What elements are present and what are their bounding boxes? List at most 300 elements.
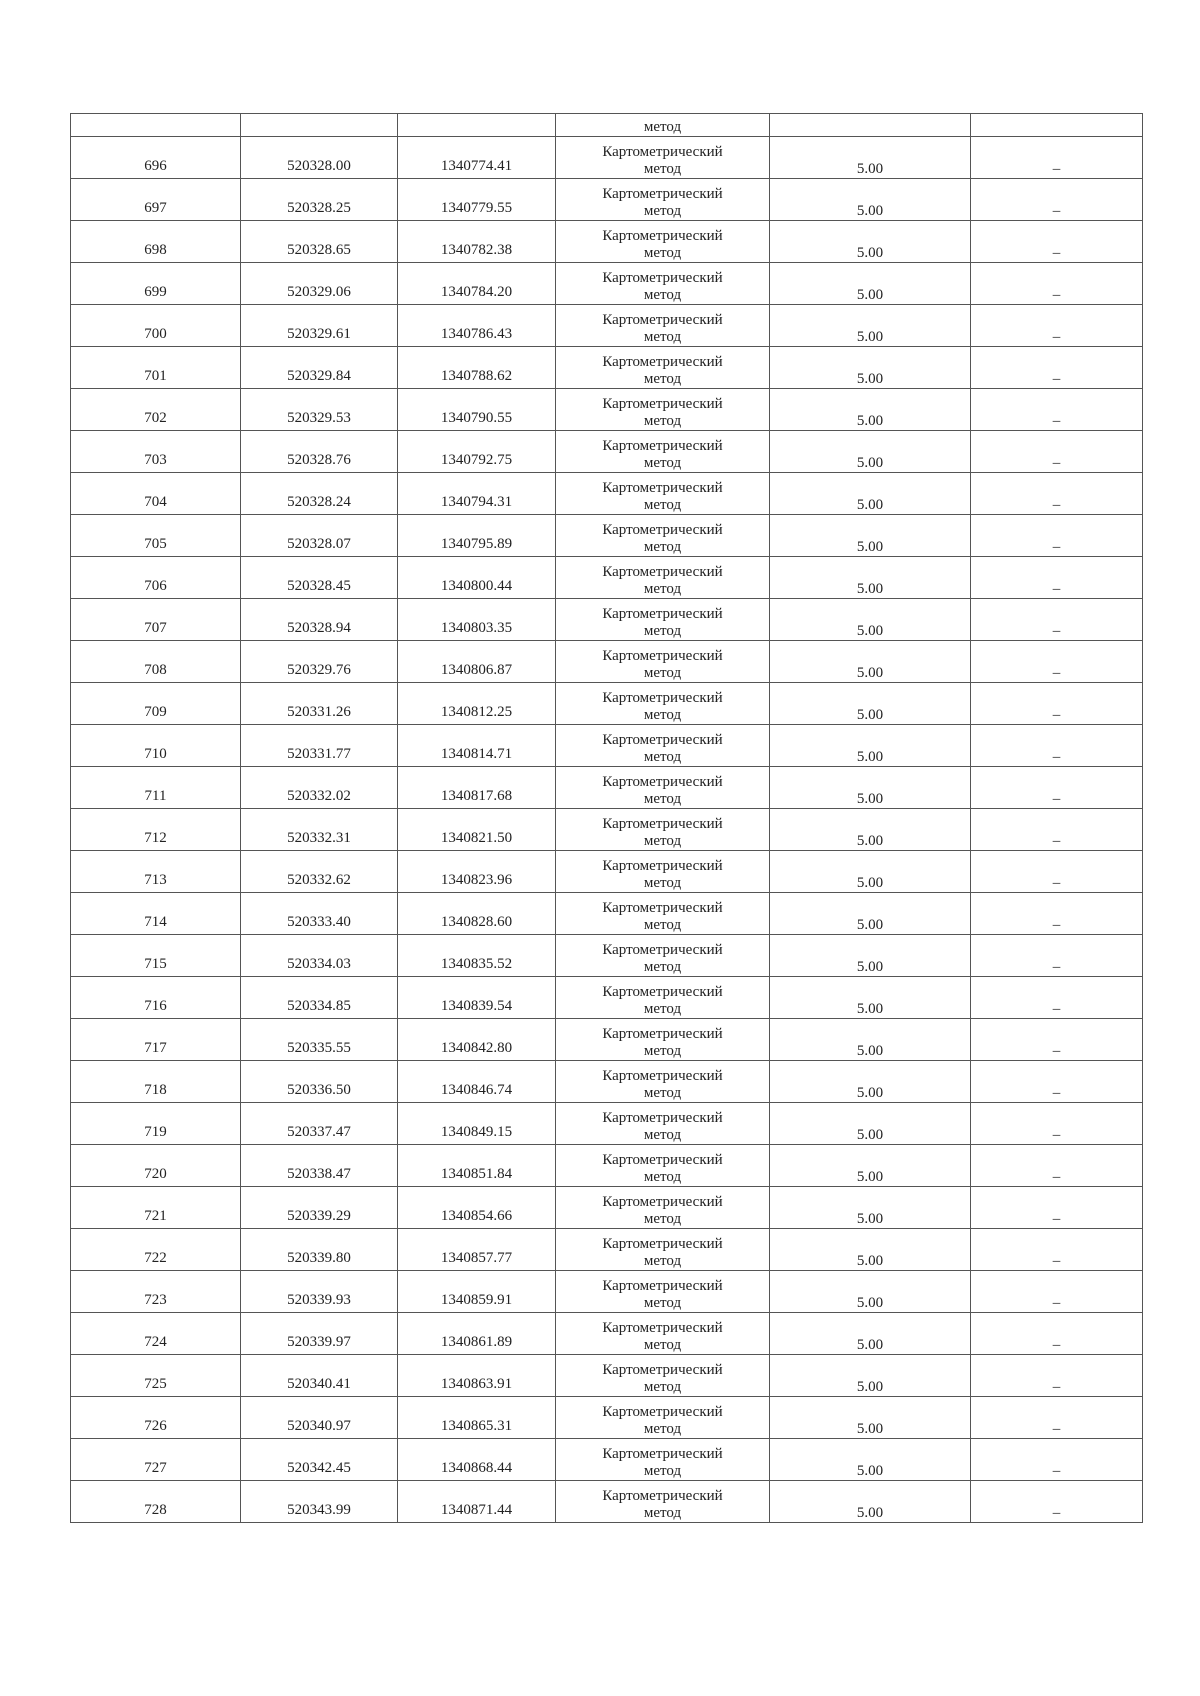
cell-note bbox=[971, 1061, 1143, 1103]
error-value: 5.00 bbox=[856, 1211, 884, 1227]
point-number: 720 bbox=[144, 1166, 167, 1182]
cell-note bbox=[971, 1145, 1143, 1187]
cell-y bbox=[398, 1271, 556, 1313]
y-coordinate: 1340828.60 bbox=[440, 914, 513, 930]
cell-method bbox=[556, 725, 770, 767]
cell-error bbox=[770, 1103, 971, 1145]
cell-point-number bbox=[71, 1187, 241, 1229]
cell-y bbox=[398, 851, 556, 893]
note-value: – bbox=[1052, 1043, 1061, 1059]
cell-note bbox=[971, 599, 1143, 641]
cell-error bbox=[770, 1229, 971, 1271]
cell-note bbox=[971, 389, 1143, 431]
point-number: 700 bbox=[144, 326, 167, 342]
cell-x bbox=[241, 809, 398, 851]
x-coordinate: 520332.31 bbox=[287, 830, 351, 846]
cell-note bbox=[971, 431, 1143, 473]
y-coordinate: 1340861.89 bbox=[440, 1334, 513, 1350]
cell-note bbox=[971, 641, 1143, 683]
x-coordinate: 520335.55 bbox=[287, 1040, 351, 1056]
cell-method bbox=[556, 1355, 770, 1397]
note-value: – bbox=[1052, 1295, 1061, 1311]
error-value: 5.00 bbox=[856, 1169, 884, 1185]
table-row bbox=[71, 263, 1143, 305]
method-line2: метод bbox=[643, 1085, 682, 1101]
method-line2: метод bbox=[643, 959, 682, 975]
method-line2: метод bbox=[643, 1127, 682, 1143]
x-coordinate: 520334.03 bbox=[287, 956, 351, 972]
cell-point-number bbox=[71, 599, 241, 641]
y-coordinate: 1340835.52 bbox=[440, 956, 513, 972]
table-row bbox=[71, 893, 1143, 935]
cell-error bbox=[770, 893, 971, 935]
cell-x bbox=[241, 431, 398, 473]
cell-method bbox=[556, 1271, 770, 1313]
note-value: – bbox=[1052, 203, 1061, 219]
y-coordinate: 1340854.66 bbox=[440, 1208, 513, 1224]
cell-note bbox=[971, 114, 1143, 137]
cell-method bbox=[556, 1019, 770, 1061]
cell-y bbox=[398, 431, 556, 473]
cell-y bbox=[398, 389, 556, 431]
cell-error bbox=[770, 114, 971, 137]
y-coordinate: 1340823.96 bbox=[440, 872, 513, 888]
method-line1: Картометрический bbox=[602, 522, 723, 538]
table-row bbox=[71, 725, 1143, 767]
method-line2: метод bbox=[643, 329, 682, 345]
method-line1: Картометрический bbox=[602, 732, 723, 748]
table-row bbox=[71, 1103, 1143, 1145]
cell-error bbox=[770, 935, 971, 977]
cell-y bbox=[398, 1481, 556, 1523]
method-line1: Картометрический bbox=[602, 144, 723, 160]
cell-method bbox=[556, 1061, 770, 1103]
cell-point-number bbox=[71, 893, 241, 935]
method-line1: Картометрический bbox=[602, 1068, 723, 1084]
method-line1: Картометрический bbox=[602, 312, 723, 328]
method-line2: метод bbox=[643, 455, 682, 471]
method-line2: метод bbox=[643, 1253, 682, 1269]
note-value: – bbox=[1052, 959, 1061, 975]
y-coordinate: 1340865.31 bbox=[440, 1418, 513, 1434]
note-value: – bbox=[1052, 245, 1061, 261]
table-row bbox=[71, 1439, 1143, 1481]
cell-method bbox=[556, 557, 770, 599]
cell-point-number bbox=[71, 137, 241, 179]
cell-error bbox=[770, 431, 971, 473]
cell-y bbox=[398, 977, 556, 1019]
note-value: – bbox=[1052, 497, 1061, 513]
cell-error bbox=[770, 1019, 971, 1061]
method-line2: метод bbox=[643, 287, 682, 303]
cell-point-number bbox=[71, 1481, 241, 1523]
cell-x bbox=[241, 641, 398, 683]
error-value: 5.00 bbox=[856, 1295, 884, 1311]
method-line1: Картометрический bbox=[602, 1236, 723, 1252]
error-value: 5.00 bbox=[856, 497, 884, 513]
error-value: 5.00 bbox=[856, 413, 884, 429]
cell-point-number bbox=[71, 347, 241, 389]
table-row bbox=[71, 851, 1143, 893]
cell-point-number bbox=[71, 515, 241, 557]
cell-y bbox=[398, 137, 556, 179]
point-number: 704 bbox=[144, 494, 167, 510]
method-line2: метод bbox=[643, 497, 682, 513]
cell-note bbox=[971, 767, 1143, 809]
point-number: 728 bbox=[144, 1502, 167, 1518]
cell-error bbox=[770, 1187, 971, 1229]
table-row bbox=[71, 1229, 1143, 1271]
cell-note bbox=[971, 137, 1143, 179]
cell-error bbox=[770, 767, 971, 809]
cell-x bbox=[241, 137, 398, 179]
method-line2: метод bbox=[643, 623, 682, 639]
method-line1: Картометрический bbox=[602, 1446, 723, 1462]
cell-point-number bbox=[71, 305, 241, 347]
cell-error bbox=[770, 1439, 971, 1481]
cell-x bbox=[241, 557, 398, 599]
table-row bbox=[71, 935, 1143, 977]
error-value: 5.00 bbox=[856, 329, 884, 345]
cell-x bbox=[241, 851, 398, 893]
x-coordinate: 520340.41 bbox=[287, 1376, 351, 1392]
table-row bbox=[71, 431, 1143, 473]
method-line2: метод bbox=[643, 539, 682, 555]
method-line1: Картометрический bbox=[602, 228, 723, 244]
method-line2: метод bbox=[643, 1421, 682, 1437]
table-row bbox=[71, 305, 1143, 347]
y-coordinate: 1340871.44 bbox=[440, 1502, 513, 1518]
cell-note bbox=[971, 851, 1143, 893]
y-coordinate: 1340863.91 bbox=[440, 1376, 513, 1392]
table-row bbox=[71, 683, 1143, 725]
table-row bbox=[71, 1481, 1143, 1523]
error-value: 5.00 bbox=[856, 1127, 884, 1143]
table-row bbox=[71, 1145, 1143, 1187]
method-line1: Картометрический bbox=[602, 1404, 723, 1420]
cell-method bbox=[556, 221, 770, 263]
note-value: – bbox=[1052, 791, 1061, 807]
cell-x bbox=[241, 1229, 398, 1271]
note-value: – bbox=[1052, 1169, 1061, 1185]
cell-error bbox=[770, 389, 971, 431]
method-line1: Картометрический bbox=[602, 942, 723, 958]
y-coordinate: 1340786.43 bbox=[440, 326, 513, 342]
method-line1: Картометрический bbox=[602, 606, 723, 622]
cell-y bbox=[398, 557, 556, 599]
method-line1: Картометрический bbox=[602, 984, 723, 1000]
error-value: 5.00 bbox=[856, 1043, 884, 1059]
method-line1: Картометрический bbox=[602, 1320, 723, 1336]
cell-error bbox=[770, 809, 971, 851]
y-coordinate: 1340774.41 bbox=[440, 158, 513, 174]
x-coordinate: 520339.80 bbox=[287, 1250, 351, 1266]
cell-note bbox=[971, 935, 1143, 977]
method-line1: Картометрический bbox=[602, 438, 723, 454]
cell-y bbox=[398, 935, 556, 977]
table-row bbox=[71, 137, 1143, 179]
error-value: 5.00 bbox=[856, 1085, 884, 1101]
method-line2: метод bbox=[643, 119, 682, 135]
cell-method bbox=[556, 641, 770, 683]
cell-y bbox=[398, 263, 556, 305]
cell-note bbox=[971, 683, 1143, 725]
method-line2: метод bbox=[643, 161, 682, 177]
point-number: 717 bbox=[144, 1040, 167, 1056]
note-value: – bbox=[1052, 623, 1061, 639]
point-number: 718 bbox=[144, 1082, 167, 1098]
cell-x bbox=[241, 473, 398, 515]
point-number: 705 bbox=[144, 536, 167, 552]
continuation-row bbox=[71, 114, 1143, 137]
y-coordinate: 1340788.62 bbox=[440, 368, 513, 384]
x-coordinate: 520336.50 bbox=[287, 1082, 351, 1098]
note-value: – bbox=[1052, 287, 1061, 303]
error-value: 5.00 bbox=[856, 1505, 884, 1521]
note-value: – bbox=[1052, 413, 1061, 429]
cell-error bbox=[770, 725, 971, 767]
cell-method bbox=[556, 515, 770, 557]
note-value: – bbox=[1052, 455, 1061, 471]
cell-note bbox=[971, 1481, 1143, 1523]
point-number: 697 bbox=[144, 200, 167, 216]
x-coordinate: 520328.65 bbox=[287, 242, 351, 258]
point-number: 711 bbox=[144, 788, 167, 804]
cell-point-number bbox=[71, 977, 241, 1019]
cell-point-number bbox=[71, 1103, 241, 1145]
x-coordinate: 520329.76 bbox=[287, 662, 351, 678]
error-value: 5.00 bbox=[856, 581, 884, 597]
error-value: 5.00 bbox=[856, 203, 884, 219]
cell-error bbox=[770, 1061, 971, 1103]
table-row bbox=[71, 1355, 1143, 1397]
table-row bbox=[71, 599, 1143, 641]
cell-y bbox=[398, 347, 556, 389]
cell-point-number bbox=[71, 263, 241, 305]
table-row bbox=[71, 1019, 1143, 1061]
x-coordinate: 520339.29 bbox=[287, 1208, 351, 1224]
point-number: 703 bbox=[144, 452, 167, 468]
y-coordinate: 1340792.75 bbox=[440, 452, 513, 468]
point-number: 707 bbox=[144, 620, 167, 636]
table-row bbox=[71, 1187, 1143, 1229]
cell-error bbox=[770, 1313, 971, 1355]
y-coordinate: 1340794.31 bbox=[440, 494, 513, 510]
x-coordinate: 520339.97 bbox=[287, 1334, 351, 1350]
point-number: 701 bbox=[144, 368, 167, 384]
x-coordinate: 520328.07 bbox=[287, 536, 351, 552]
cell-x bbox=[241, 1355, 398, 1397]
x-coordinate: 520328.76 bbox=[287, 452, 351, 468]
cell-x bbox=[241, 977, 398, 1019]
method-line1: Картометрический bbox=[602, 354, 723, 370]
x-coordinate: 520333.40 bbox=[287, 914, 351, 930]
cell-method bbox=[556, 431, 770, 473]
error-value: 5.00 bbox=[856, 1337, 884, 1353]
cell-note bbox=[971, 1187, 1143, 1229]
table-row bbox=[71, 1271, 1143, 1313]
point-number: 715 bbox=[144, 956, 167, 972]
method-line1: Картометрический bbox=[602, 1026, 723, 1042]
note-value: – bbox=[1052, 539, 1061, 555]
point-number: 721 bbox=[144, 1208, 167, 1224]
table-row bbox=[71, 179, 1143, 221]
cell-method bbox=[556, 1229, 770, 1271]
x-coordinate: 520337.47 bbox=[287, 1124, 351, 1140]
cell-point-number bbox=[71, 473, 241, 515]
method-line1: Картометрический bbox=[602, 816, 723, 832]
point-number: 714 bbox=[144, 914, 167, 930]
cell-note bbox=[971, 557, 1143, 599]
cell-x bbox=[241, 389, 398, 431]
cell-y bbox=[398, 683, 556, 725]
method-line2: метод bbox=[643, 707, 682, 723]
cell-y bbox=[398, 893, 556, 935]
method-line1: Картометрический bbox=[602, 1152, 723, 1168]
error-value: 5.00 bbox=[856, 1001, 884, 1017]
cell-method bbox=[556, 137, 770, 179]
cell-point-number bbox=[71, 1397, 241, 1439]
method-line2: метод bbox=[643, 1505, 682, 1521]
cell-y bbox=[398, 1187, 556, 1229]
cell-x bbox=[241, 893, 398, 935]
cell-error bbox=[770, 473, 971, 515]
cell-method bbox=[556, 114, 770, 137]
error-value: 5.00 bbox=[856, 791, 884, 807]
error-value: 5.00 bbox=[856, 245, 884, 261]
y-coordinate: 1340821.50 bbox=[440, 830, 513, 846]
cell-method bbox=[556, 389, 770, 431]
table-row bbox=[71, 767, 1143, 809]
cell-point-number bbox=[71, 557, 241, 599]
table-row bbox=[71, 809, 1143, 851]
cell-point-number bbox=[71, 1355, 241, 1397]
cell-method bbox=[556, 935, 770, 977]
table-row bbox=[71, 473, 1143, 515]
method-line1: Картометрический bbox=[602, 690, 723, 706]
cell-x bbox=[241, 1103, 398, 1145]
note-value: – bbox=[1052, 161, 1061, 177]
cell-y bbox=[398, 221, 556, 263]
cell-note bbox=[971, 1271, 1143, 1313]
note-value: – bbox=[1052, 1421, 1061, 1437]
method-line2: метод bbox=[643, 371, 682, 387]
cell-x bbox=[241, 1439, 398, 1481]
cell-x bbox=[241, 935, 398, 977]
point-number: 727 bbox=[144, 1460, 167, 1476]
cell-note bbox=[971, 305, 1143, 347]
error-value: 5.00 bbox=[856, 707, 884, 723]
cell-y bbox=[398, 179, 556, 221]
cell-x bbox=[241, 1145, 398, 1187]
note-value: – bbox=[1052, 1379, 1061, 1395]
note-value: – bbox=[1052, 1337, 1061, 1353]
note-value: – bbox=[1052, 917, 1061, 933]
y-coordinate: 1340857.77 bbox=[440, 1250, 513, 1266]
method-line1: Картометрический bbox=[602, 1362, 723, 1378]
error-value: 5.00 bbox=[856, 1379, 884, 1395]
cell-note bbox=[971, 725, 1143, 767]
y-coordinate: 1340868.44 bbox=[440, 1460, 513, 1476]
cell-point-number bbox=[71, 1019, 241, 1061]
y-coordinate: 1340851.84 bbox=[440, 1166, 513, 1182]
x-coordinate: 520329.84 bbox=[287, 368, 351, 384]
cell-method bbox=[556, 599, 770, 641]
x-coordinate: 520338.47 bbox=[287, 1166, 351, 1182]
y-coordinate: 1340859.91 bbox=[440, 1292, 513, 1308]
cell-method bbox=[556, 893, 770, 935]
cell-x bbox=[241, 1313, 398, 1355]
cell-method bbox=[556, 809, 770, 851]
cell-method bbox=[556, 767, 770, 809]
x-coordinate: 520340.97 bbox=[287, 1418, 351, 1434]
cell-error bbox=[770, 977, 971, 1019]
point-number: 719 bbox=[144, 1124, 167, 1140]
method-line2: метод bbox=[643, 203, 682, 219]
error-value: 5.00 bbox=[856, 917, 884, 933]
error-value: 5.00 bbox=[856, 875, 884, 891]
table-row bbox=[71, 977, 1143, 1019]
error-value: 5.00 bbox=[856, 959, 884, 975]
cell-method bbox=[556, 263, 770, 305]
point-number: 708 bbox=[144, 662, 167, 678]
cell-point-number bbox=[71, 767, 241, 809]
cell-method bbox=[556, 1397, 770, 1439]
cell-y bbox=[398, 725, 556, 767]
note-value: – bbox=[1052, 707, 1061, 723]
note-value: – bbox=[1052, 1463, 1061, 1479]
cell-error bbox=[770, 641, 971, 683]
y-coordinate: 1340814.71 bbox=[440, 746, 513, 762]
cell-point-number bbox=[71, 1145, 241, 1187]
cell-method bbox=[556, 977, 770, 1019]
cell-note bbox=[971, 179, 1143, 221]
point-number: 725 bbox=[144, 1376, 167, 1392]
point-number: 710 bbox=[144, 746, 167, 762]
cell-error bbox=[770, 683, 971, 725]
cell-point-number bbox=[71, 389, 241, 431]
point-number: 698 bbox=[144, 242, 167, 258]
y-coordinate: 1340803.35 bbox=[440, 620, 513, 636]
cell-x bbox=[241, 767, 398, 809]
note-value: – bbox=[1052, 1211, 1061, 1227]
cell-point-number bbox=[71, 641, 241, 683]
cell-y bbox=[398, 1313, 556, 1355]
table-row bbox=[71, 1061, 1143, 1103]
cell-note bbox=[971, 1019, 1143, 1061]
x-coordinate: 520331.26 bbox=[287, 704, 351, 720]
cell-error bbox=[770, 347, 971, 389]
coordinates-table-body bbox=[71, 114, 1143, 1523]
cell-x bbox=[241, 1019, 398, 1061]
cell-method bbox=[556, 851, 770, 893]
method-line2: метод bbox=[643, 917, 682, 933]
cell-note bbox=[971, 221, 1143, 263]
cell-note bbox=[971, 1103, 1143, 1145]
x-coordinate: 520328.25 bbox=[287, 200, 351, 216]
method-line2: метод bbox=[643, 1001, 682, 1017]
cell-error bbox=[770, 1481, 971, 1523]
point-number: 716 bbox=[144, 998, 167, 1014]
point-number: 722 bbox=[144, 1250, 167, 1266]
cell-y bbox=[398, 1145, 556, 1187]
error-value: 5.00 bbox=[856, 287, 884, 303]
note-value: – bbox=[1052, 1001, 1061, 1017]
point-number: 709 bbox=[144, 704, 167, 720]
table-row bbox=[71, 347, 1143, 389]
method-line1: Картометрический bbox=[602, 1278, 723, 1294]
cell-error bbox=[770, 1145, 971, 1187]
